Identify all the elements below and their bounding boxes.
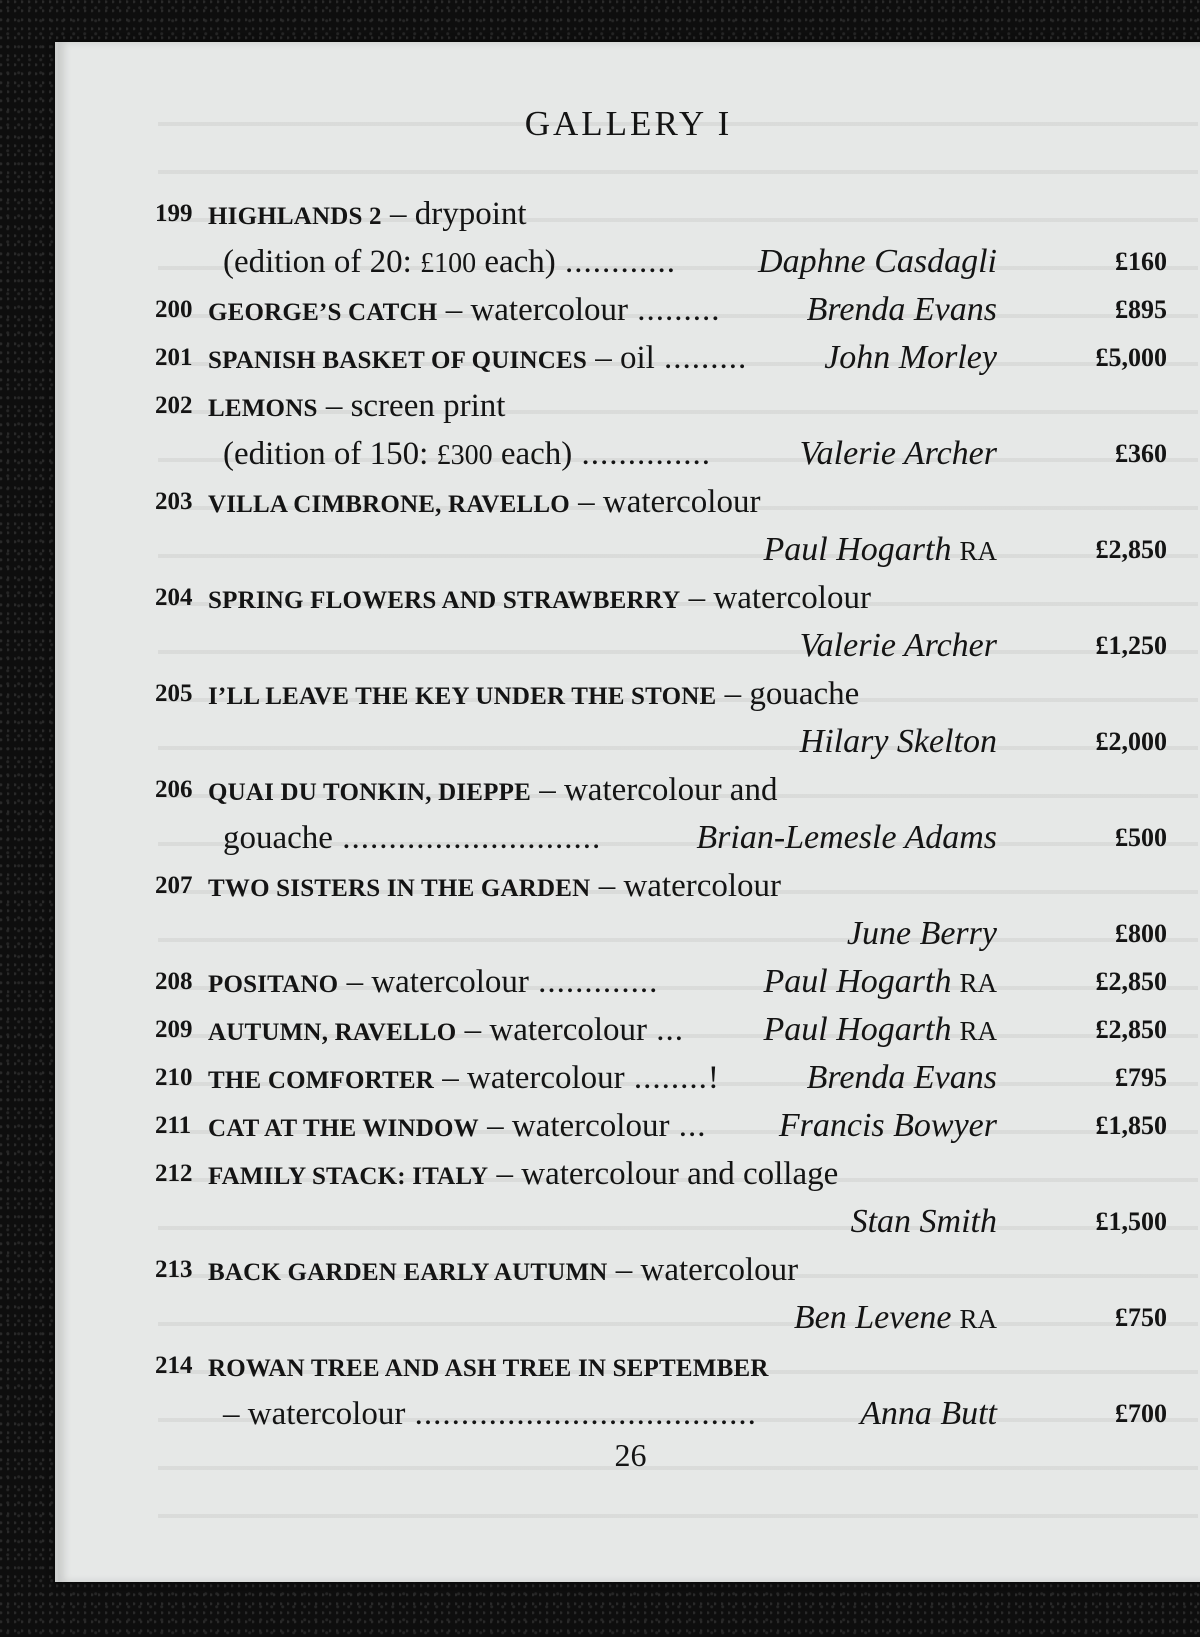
entry-medium: watercolour — [640, 1252, 799, 1288]
entry-title: QUAI DU TONKIN, DIEPPE — [208, 779, 531, 806]
entry-artist: Paul Hogarth — [763, 531, 952, 568]
entry-artist: Brenda Evans — [806, 291, 997, 328]
entry-title: BACK GARDEN EARLY AUTUMN — [208, 1259, 608, 1286]
entry-medium: watercolour — [371, 964, 529, 1000]
list-item-continuation — [58, 718, 1200, 766]
entry-title: TWO SISTERS IN THE GARDEN — [208, 875, 591, 902]
entry-price: £895 — [1115, 295, 1167, 324]
catalogue-page — [55, 42, 1200, 1582]
list-item-continuation — [58, 526, 1200, 574]
entry-title: SPRING FLOWERS AND STRAWBERRY — [208, 587, 681, 614]
page-title: GALLERY I — [524, 104, 733, 143]
medium-continued: gouache — [223, 820, 333, 856]
entry-title: CAT AT THE WINDOW — [208, 1115, 479, 1142]
edition-note: (edition of 150: — [223, 436, 437, 472]
entry-number: 201 — [155, 344, 193, 371]
entry-medium: watercolour — [602, 484, 761, 520]
entry-number: 208 — [155, 968, 193, 995]
list-item: 212 FAMILY STACK: ITALY – watercolour and collage — [58, 1150, 1200, 1198]
entry-number: 213 — [155, 1256, 193, 1283]
leader-dots: ... — [647, 1012, 684, 1048]
entry-medium: watercolour — [511, 1108, 670, 1144]
entry-number: 199 — [155, 200, 193, 227]
entry-medium: watercolour and — [563, 772, 778, 808]
list-item: 208 POSITANO – watercolour ............. Paul Hogarth RA £2,850 — [58, 958, 1200, 1006]
edition-price: £300 — [436, 440, 493, 471]
leader-dots: ............. — [528, 964, 659, 1000]
entry-medium: watercolour — [623, 868, 782, 904]
entry-price: £800 — [1115, 919, 1167, 948]
entry-artist: Anna Butt — [860, 1395, 997, 1432]
entry-title: FAMILY STACK: ITALY — [208, 1163, 489, 1190]
entry-number: 205 — [155, 680, 193, 707]
list-item: 199 HIGHLANDS 2 – drypoint — [58, 190, 1200, 238]
entry-price: £2,000 — [1095, 727, 1167, 756]
entry-price: £2,850 — [1095, 535, 1167, 564]
entry-price: £5,000 — [1095, 343, 1167, 372]
edition-note-end: each) — [476, 244, 556, 280]
ra-suffix: RA — [959, 968, 997, 998]
edition-note-end: each) — [492, 436, 573, 472]
entry-title: THE COMFORTER — [208, 1067, 435, 1094]
entry-medium: – watercolour — [223, 1396, 406, 1432]
leader-dots: ......... — [628, 292, 721, 328]
list-item: 209 AUTUMN, RAVELLO – watercolour ... Paul Hogarth RA £2,850 — [58, 1006, 1200, 1054]
entry-artist: Daphne Casdagli — [758, 243, 997, 280]
entry-medium: drypoint — [414, 196, 527, 232]
entry-medium: watercolour — [470, 292, 629, 328]
list-item: 200 GEORGE’S CATCH – watercolour ......... Brenda Evans £895 — [58, 286, 1200, 334]
list-item: 205 I’LL LEAVE THE KEY UNDER THE STONE – gouache — [58, 670, 1200, 718]
leader-dots: ... — [669, 1108, 707, 1144]
list-item: 201 SPANISH BASKET OF QUINCES – oil ......... John Morley £5,000 — [58, 334, 1200, 382]
entry-list — [58, 190, 1200, 1438]
list-item: 211 CAT AT THE WINDOW – watercolour ... Francis Bowyer £1,850 — [58, 1102, 1200, 1150]
list-item: 206 QUAI DU TONKIN, DIEPPE – watercolour and — [58, 766, 1200, 814]
entry-artist: John Morley — [824, 339, 997, 376]
entry-medium: watercolour — [489, 1012, 647, 1048]
entry-medium: oil — [619, 340, 655, 376]
entry-price: £2,850 — [1095, 1015, 1167, 1044]
entry-title: GEORGE’S CATCH — [208, 299, 438, 326]
entry-price: £160 — [1115, 247, 1167, 276]
entry-title: VILLA CIMBRONE, RAVELLO — [208, 491, 570, 518]
entry-title: I’LL LEAVE THE KEY UNDER THE STONE — [208, 683, 717, 710]
edition-note: (edition of 20: — [223, 244, 421, 280]
entry-number: 202 — [155, 392, 193, 419]
leader-dots: ......... — [654, 340, 748, 376]
list-item: 207 TWO SISTERS IN THE GARDEN – watercolour — [58, 862, 1200, 910]
entry-price: £1,850 — [1095, 1111, 1167, 1140]
list-item-continuation — [58, 1198, 1200, 1246]
entry-number: 211 — [155, 1112, 192, 1139]
list-item-continuation — [58, 910, 1200, 958]
list-item-continuation — [58, 1390, 1200, 1438]
list-item-continuation — [58, 622, 1200, 670]
entry-price: £500 — [1115, 823, 1167, 852]
entry-medium: gouache — [749, 676, 860, 712]
entry-number: 200 — [155, 296, 193, 323]
entry-title: LEMONS — [208, 395, 318, 422]
list-item: 213 BACK GARDEN EARLY AUTUMN – watercolour — [58, 1246, 1200, 1294]
entry-title: AUTUMN, RAVELLO — [208, 1019, 457, 1046]
entry-number: 204 — [155, 584, 193, 611]
entry-artist: Valerie Archer — [799, 435, 997, 472]
list-item: 210 THE COMFORTER – watercolour ........! Brenda Evans £795 — [58, 1054, 1200, 1102]
page-number: 26 — [614, 1437, 647, 1473]
entry-artist: Francis Bowyer — [778, 1107, 997, 1144]
entry-price: £795 — [1115, 1063, 1167, 1092]
list-item — [58, 1342, 1200, 1390]
entry-price: £2,850 — [1095, 967, 1167, 996]
entry-artist: Brian-Lemesle Adams — [696, 819, 997, 856]
list-item: 202 LEMONS – screen print — [58, 382, 1200, 430]
entry-price: £360 — [1115, 439, 1167, 468]
list-item: 204 SPRING FLOWERS AND STRAWBERRY – watercolour — [58, 574, 1200, 622]
edition-price: £100 — [420, 248, 477, 279]
list-item-continuation — [58, 814, 1200, 862]
entry-title: SPANISH BASKET OF QUINCES — [208, 347, 587, 374]
list-item: 203 VILLA CIMBRONE, RAVELLO – watercolour — [58, 478, 1200, 526]
entry-medium: watercolour — [713, 580, 871, 616]
entry-artist: Brenda Evans — [806, 1059, 997, 1096]
entry-price: £1,250 — [1095, 631, 1167, 660]
leader-dots: ........! — [624, 1060, 720, 1096]
entry-number: 210 — [155, 1064, 193, 1091]
entry-title: ROWAN TREE AND ASH TREE IN SEPTEMBER — [208, 1355, 769, 1382]
entry-price: £700 — [1115, 1399, 1167, 1428]
entry-artist: Stan Smith — [850, 1203, 997, 1240]
entry-title: HIGHLANDS 2 — [208, 203, 382, 230]
entry-number: 206 — [155, 776, 193, 803]
entry-medium: watercolour — [467, 1060, 625, 1096]
leader-dots: ............................ — [332, 820, 602, 856]
list-item-continuation — [58, 238, 1200, 286]
ra-suffix: RA — [959, 1304, 997, 1334]
entry-artist: Valerie Archer — [799, 627, 997, 664]
entry-artist: Hilary Skelton — [799, 723, 997, 760]
list-item-continuation — [58, 430, 1200, 478]
leader-dots: ............ — [555, 244, 676, 280]
entry-number: 203 — [155, 488, 193, 515]
ra-suffix: RA — [959, 536, 997, 566]
entry-artist: Paul Hogarth — [763, 1011, 952, 1048]
entry-medium: watercolour and collage — [521, 1156, 839, 1192]
entry-medium: screen print — [350, 388, 506, 424]
ra-suffix: RA — [959, 1016, 997, 1046]
entry-number: 207 — [155, 872, 193, 899]
leader-dots: ..................................... — [405, 1396, 757, 1432]
entry-price: £750 — [1115, 1303, 1167, 1332]
entry-artist: June Berry — [846, 915, 997, 952]
list-item-continuation — [58, 1294, 1200, 1342]
entry-number: 212 — [155, 1160, 193, 1187]
leader-dots: .............. — [572, 436, 711, 472]
entry-title: POSITANO — [208, 971, 339, 998]
entry-number: 214 — [155, 1352, 193, 1379]
entry-price: £1,500 — [1095, 1207, 1167, 1236]
entry-artist: Ben Levene — [793, 1299, 952, 1336]
entry-artist: Paul Hogarth — [763, 963, 952, 1000]
entry-number: 209 — [155, 1016, 193, 1043]
